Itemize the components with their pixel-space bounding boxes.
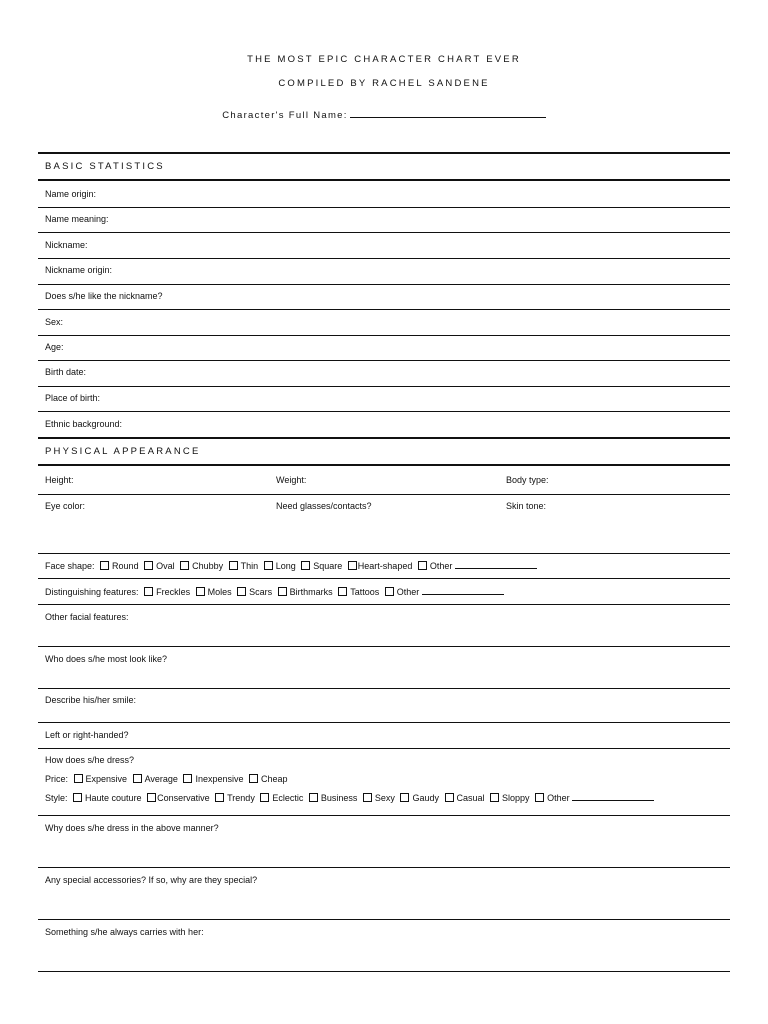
field-eye-color[interactable]: Eye color: bbox=[45, 501, 86, 511]
option-sloppy: Sloppy bbox=[502, 793, 530, 803]
row-like-nickname[interactable]: Does s/he like the nickname? bbox=[45, 291, 163, 301]
option-business: Business bbox=[320, 793, 358, 803]
option-tattoos: Tattoos bbox=[350, 587, 380, 597]
option-average: Average bbox=[144, 774, 178, 784]
checkbox[interactable] bbox=[73, 793, 82, 802]
row-divider bbox=[38, 867, 730, 868]
other-blank[interactable] bbox=[455, 560, 537, 569]
features-row bbox=[45, 586, 504, 597]
row-nickname-origin[interactable]: Nickname origin: bbox=[45, 265, 113, 275]
row-divider bbox=[38, 386, 730, 387]
option-oval: Oval bbox=[156, 561, 175, 571]
row-divider bbox=[38, 688, 730, 689]
option-heart-shaped: Heart-shaped bbox=[357, 561, 413, 571]
option-moles: Moles bbox=[207, 587, 232, 597]
checkbox[interactable] bbox=[400, 793, 409, 802]
option-other: Other bbox=[429, 561, 453, 571]
section-heading-basic: BASIC STATISTICS bbox=[45, 161, 165, 172]
field-why-dress[interactable]: Why does s/he dress in the above manner? bbox=[45, 823, 219, 833]
field-handed[interactable]: Left or right-handed? bbox=[45, 730, 129, 740]
checkbox[interactable] bbox=[338, 587, 347, 596]
option-eclectic: Eclectic bbox=[272, 793, 304, 803]
option-thin: Thin bbox=[240, 561, 259, 571]
row-divider bbox=[38, 258, 730, 259]
checkbox[interactable] bbox=[196, 587, 205, 596]
checkbox[interactable] bbox=[237, 587, 246, 596]
option-expensive: Expensive bbox=[85, 774, 128, 784]
full-name-blank[interactable] bbox=[350, 108, 546, 118]
option-cheap: Cheap bbox=[261, 774, 288, 784]
option-gaudy: Gaudy bbox=[412, 793, 439, 803]
option-casual: Casual bbox=[456, 793, 485, 803]
checkbox[interactable] bbox=[445, 793, 454, 802]
row-ethnic-background[interactable]: Ethnic background: bbox=[45, 419, 123, 429]
field-look-like[interactable]: Who does s/he most look like? bbox=[45, 654, 168, 664]
option-long: Long bbox=[275, 561, 296, 571]
row-divider bbox=[38, 604, 730, 605]
option-conservative: Conservative bbox=[157, 793, 210, 803]
checkbox[interactable] bbox=[180, 561, 189, 570]
row-divider bbox=[38, 360, 730, 361]
checkbox[interactable] bbox=[144, 561, 153, 570]
field-dress: How does s/he dress? bbox=[45, 755, 135, 765]
option-trendy: Trendy bbox=[227, 793, 255, 803]
field-smile[interactable]: Describe his/her smile: bbox=[45, 695, 137, 705]
checkbox[interactable] bbox=[309, 793, 318, 802]
row-divider bbox=[38, 494, 730, 495]
field-weight[interactable]: Weight: bbox=[276, 475, 307, 485]
checkbox[interactable] bbox=[147, 793, 156, 802]
checkbox[interactable] bbox=[363, 793, 372, 802]
row-divider bbox=[38, 919, 730, 920]
section-heading-physical: PHYSICAL APPEARANCE bbox=[45, 446, 201, 457]
checkbox[interactable] bbox=[278, 587, 287, 596]
features-label: Distinguishing features: bbox=[45, 587, 139, 597]
option-freckles: Freckles bbox=[156, 587, 191, 597]
field-height[interactable]: Height: bbox=[45, 475, 74, 485]
divider bbox=[38, 179, 730, 181]
option-birthmarks: Birthmarks bbox=[289, 587, 333, 597]
checkbox[interactable] bbox=[260, 793, 269, 802]
checkbox[interactable] bbox=[490, 793, 499, 802]
option-haute-couture: Haute couture bbox=[85, 793, 142, 803]
row-birth-date[interactable]: Birth date: bbox=[45, 367, 87, 377]
checkbox[interactable] bbox=[215, 793, 224, 802]
row-age[interactable]: Age: bbox=[45, 342, 64, 352]
face-shape-row bbox=[45, 560, 537, 571]
row-divider bbox=[38, 748, 730, 749]
field-other-facial-features[interactable]: Other facial features: bbox=[45, 612, 129, 622]
checkbox[interactable] bbox=[264, 561, 273, 570]
other-blank[interactable] bbox=[572, 792, 654, 801]
row-divider bbox=[38, 411, 730, 412]
row-name-meaning[interactable]: Name meaning: bbox=[45, 214, 109, 224]
checkbox[interactable] bbox=[301, 561, 310, 570]
option-square: Square bbox=[313, 561, 343, 571]
checkbox[interactable] bbox=[100, 561, 109, 570]
row-divider bbox=[38, 335, 730, 336]
option-other: Other bbox=[396, 587, 420, 597]
divider bbox=[38, 464, 730, 466]
divider bbox=[38, 152, 730, 154]
checkbox[interactable] bbox=[249, 774, 258, 783]
checkbox[interactable] bbox=[144, 587, 153, 596]
field-skin-tone[interactable]: Skin tone: bbox=[506, 501, 547, 511]
option-round: Round bbox=[112, 561, 139, 571]
checkbox[interactable] bbox=[385, 587, 394, 596]
row-divider bbox=[38, 284, 730, 285]
checkbox[interactable] bbox=[418, 561, 427, 570]
row-divider bbox=[38, 646, 730, 647]
row-place-of-birth[interactable]: Place of birth: bbox=[45, 393, 101, 403]
option-chubby: Chubby bbox=[192, 561, 224, 571]
price-row bbox=[45, 774, 288, 784]
row-divider bbox=[38, 309, 730, 310]
price-label: Price: bbox=[45, 774, 69, 784]
field-body-type[interactable]: Body type: bbox=[506, 475, 549, 485]
row-divider bbox=[38, 553, 730, 554]
full-name-label: Character's Full Name: bbox=[222, 110, 348, 121]
option-scars: Scars bbox=[249, 587, 273, 597]
option-inexpensive: Inexpensive bbox=[195, 774, 244, 784]
field-carries[interactable]: Something s/he always carries with her: bbox=[45, 927, 204, 937]
checkbox[interactable] bbox=[348, 561, 357, 570]
checkbox[interactable] bbox=[133, 774, 142, 783]
divider bbox=[38, 437, 730, 439]
face-shape-label: Face shape: bbox=[45, 561, 95, 571]
style-row bbox=[45, 792, 654, 803]
option-sexy: Sexy bbox=[374, 793, 395, 803]
row-nickname[interactable]: Nickname: bbox=[45, 240, 88, 250]
row-divider bbox=[38, 971, 730, 972]
option-other: Other bbox=[547, 793, 570, 803]
row-divider bbox=[38, 578, 730, 579]
document-title: THE MOST EPIC CHARACTER CHART EVER bbox=[247, 54, 521, 65]
row-divider bbox=[38, 207, 730, 208]
row-sex[interactable]: Sex: bbox=[45, 317, 64, 327]
row-divider bbox=[38, 815, 730, 816]
field-glasses[interactable]: Need glasses/contacts? bbox=[276, 501, 372, 511]
row-divider bbox=[38, 722, 730, 723]
other-blank[interactable] bbox=[422, 586, 504, 595]
style-label: Style: bbox=[45, 793, 68, 803]
checkbox[interactable] bbox=[183, 774, 192, 783]
document-subtitle: COMPILED BY RACHEL SANDENE bbox=[278, 78, 490, 89]
full-name-field[interactable] bbox=[0, 108, 768, 121]
field-accessories[interactable]: Any special accessories? If so, why are they special? bbox=[45, 875, 258, 885]
row-name-origin[interactable]: Name origin: bbox=[45, 189, 97, 199]
checkbox[interactable] bbox=[74, 774, 83, 783]
checkbox[interactable] bbox=[535, 793, 544, 802]
row-divider bbox=[38, 232, 730, 233]
checkbox[interactable] bbox=[229, 561, 238, 570]
